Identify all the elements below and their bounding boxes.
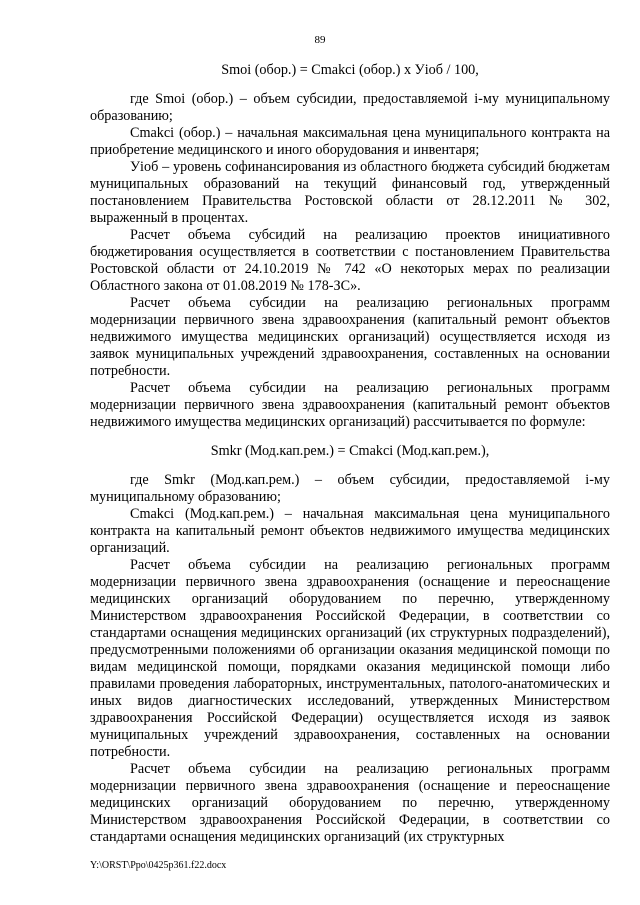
formula-2: Smkr (Мод.кап.рем.) = Cmakci (Мод.кап.рем.), bbox=[210, 443, 490, 459]
paragraph: где Smkr (Мод.кап.рем.) – объем субсидии, предоставляемой i-му муниципальному образованию; bbox=[90, 472, 610, 505]
paragraph: Расчет объема субсидии на реализацию региональных программ модернизации первичного звена здравоохранения (оснащение и переоснащение медицинских организаций оборудованием по перечню, утвержденному Министерством здравоохранения Российской Федерации, в соответствии со стандартами оснащения медицинских организаций (их структурных bbox=[90, 761, 610, 845]
paragraph: Cmakci (Мод.кап.рем.) – начальная максимальная цена муниципального контракта на капитальный ремонт объектов недвижимого имущества медицинских организаций. bbox=[90, 506, 610, 556]
spacer bbox=[90, 431, 610, 443]
paragraph: Расчет объема субсидии на реализацию региональных программ модернизации первичного звена здравоохранения (капитальный ремонт объектов недвижимого имущества медицинских организаций) осуществляется исходя из заявок муниципальных учреждений здравоохранения, составленных на основании потребности. bbox=[90, 295, 610, 379]
paragraph: Расчет объема субсидий на реализацию проектов инициативного бюджетирования осуществляется в соответствии с постановлением Правительства Ростовской области от 24.10.2019 № 742 «О некоторых мерах по реализации Областного закона от 01.08.2019 № 178-ЗС». bbox=[90, 227, 610, 294]
paragraph: где Smoi (обор.) – объем субсидии, предоставляемой i-му муниципальному образованию; bbox=[90, 91, 610, 124]
document-body bbox=[90, 62, 610, 846]
paragraph: Cmakci (обор.) – начальная максимальная цена муниципального контракта на приобретение медицинского и иного оборудования и инвентаря; bbox=[90, 125, 610, 158]
formula-1: Smoi (обор.) = Cmakci (обор.) x Уioб / 100, bbox=[221, 62, 479, 78]
paragraph: Расчет объема субсидии на реализацию региональных программ модернизации первичного звена здравоохранения (капитальный ремонт объектов недвижимого имущества медицинских организаций) рассчитывается по формуле: bbox=[90, 380, 610, 430]
page-number: 89 bbox=[314, 34, 326, 46]
paragraph: Расчет объема субсидии на реализацию региональных программ модернизации первичного звена здравоохранения (оснащение и переоснащение медицинских организаций оборудованием по перечню, утвержденному Министерством здравоохранения Российской Федерации, в соответствии со стандартами оснащения медицинских организаций (их структурных подразделений), предусмотренными положениями об организации оказания медицинской помощи по видам медицинской помощи, порядками оказания медицинской помощи либо правилами проведения лабораторных, инструментальных, патолого-анатомических и иных видов диагностических исследований, утвержденных Министерством здравоохранения Российской Федерации) осуществляется исходя из заявок муниципальных учреждений здравоохранения, составленных на основании потребности. bbox=[90, 557, 610, 760]
footer-file-path: Y:\ORST\Ppo\0425p361.f22.docx bbox=[90, 860, 227, 871]
paragraph: Уioб – уровень софинансирования из областного бюджета субсидий бюджетам муниципальных образований на текущий финансовый год, утвержденный постановлением Правительства Ростовской области от 28.12.2011 № 302, выраженный в процентах. bbox=[90, 159, 610, 226]
